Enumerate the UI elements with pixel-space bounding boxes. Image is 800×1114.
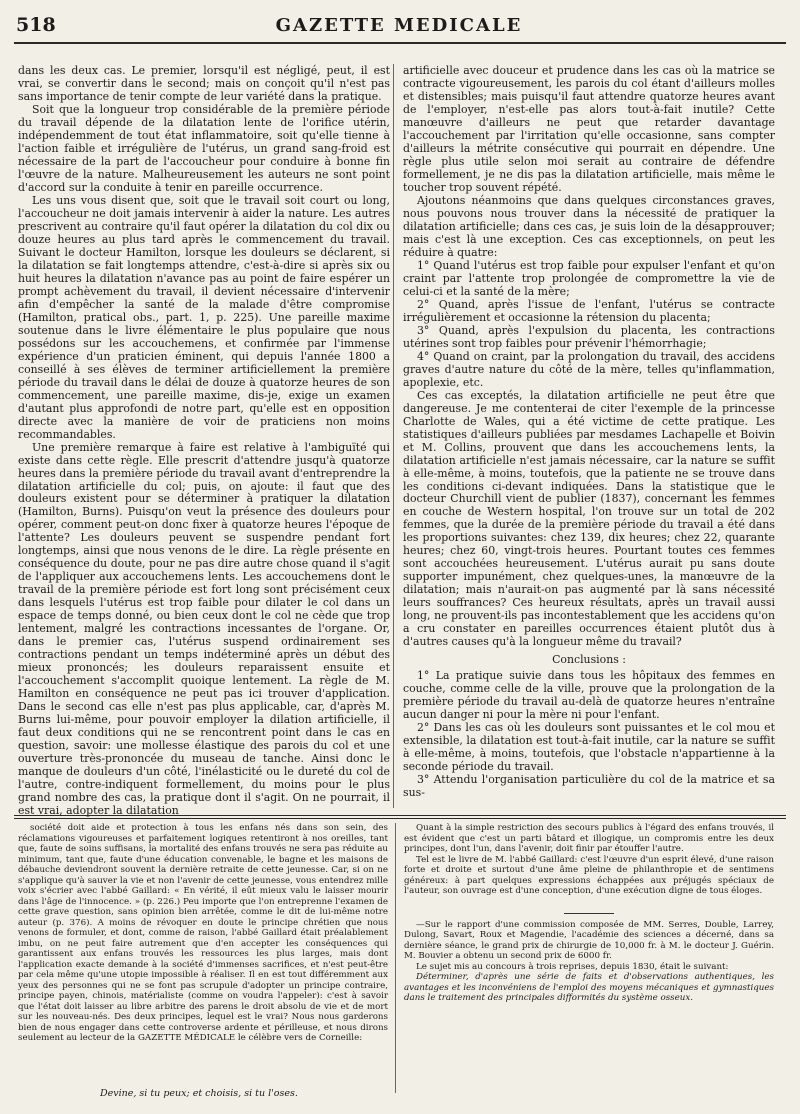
list-item: 4° Quand on craint, par la prolongation du travail, des accidens graves d'autre nature du côté de la mère, telles qu'inflammation, apoplexie, etc. <box>403 349 775 389</box>
list-item: 1° Quand l'utérus est trop faible pour expulser l'enfant et qu'on craint par l'attente trop prolongée de compromettre la vie de celui-ci et la santé de la mère; <box>403 258 775 298</box>
corneille-verse: Devine, si tu peux; et choisis, si tu l'oses. <box>100 1088 298 1099</box>
conclusion-item: 3° Attendu l'organisation particulière du col de la matrice et sa sus- <box>403 773 775 800</box>
contest-subject-text: Déterminer, d'après une série de faits et d'observations authentiques, les avantages et les inconvéniens de l'emploi des moyens mécaniques et gymnastiques dans le traitement des principales difformités du système osseux. <box>404 972 774 1003</box>
journal-title: GAZETTE MEDICALE <box>275 15 523 36</box>
conclusion-item: 1° La pratique suivie dans tous les hôpitaux des femmes en couche, comme celle de la ville, prouve que la prolongation de la première période du travail au-delà de quatorze heures n'entraîne aucun danger ni pour la mère ni pour l'enfant. <box>403 669 775 722</box>
section-separator <box>564 913 614 914</box>
paragraph: Ces cas exceptés, la dilatation artificielle ne peut être que dangereuse. Je me contenterai de citer l'exemple de la princesse Charlotte de Wales, qui a été victime de cette pratique. Les statistiques d'ailleurs publiées par mesdames Lachapelle et Boivin et M. Collins, prouvent que dans les accouchemens lents, la dilatation artificielle n'est jamais nécessaire, car la nature se suffit à elle-même, à moins, toutefois, que la patiente ne se trouve dans les conditions ci-devant indiquées. Dans la statistique que le docteur Churchill vient de publier (1837), concernant les femmes en couche de Western hospital, l'on trouve sur un total de 202 femmes, que la durée de la première période du travail a été dans les proportions suivantes: chez 139, dix heures; chez 22, quarante heures; chez 60, vingt-trois heures. Pourtant toutes ces femmes sont accouchées heureusement. L'utérus aurait pu sans doute supporter impunément, chez quelques-unes, la manœuvre de la dilatation; mais n'aurait-on pas augmenté par là sans nécessité leurs souffrances? Ces heureux résultats, après un travail aussi long, ne prouvent-ils pas incontestablement que les accidens qu'on a cru constater en pareilles occurrences étaient plutôt dus à d'autres causes qu'à la longueur même du travail? <box>403 388 775 649</box>
page-header <box>16 14 782 40</box>
paragraph: artificielle avec douceur et prudence dans les cas où la matrice se contracte vigoureusement, les parois du col étant d'ailleurs molles et distensibles; mais puisqu'il faut attendre quatorze heures avant de l'employer, n'est-elle pas alors tout-à-fait inutile? Cette manœuvre d'ailleurs ne peut que retarder davantage l'accouchement par l'irritation qu'elle occasionne, sans compter d'ailleurs la métrite consécutive qui pourrait en dépendre. Une règle plus utile selon moi serait au contraire de défendre formellement, je ne dis pas la dilatation artificielle, mais même le toucher trop souvent répété. <box>403 64 775 194</box>
feuilleton-right-column <box>404 823 774 1073</box>
paragraph: société doit aide et protection à tous les enfans nés dans son sein, des réclamations vigoureuses et parfaitement logiques retentiront à nos oreilles, tant que, faute de soins suffisans, la mortalité des enfans trouvés ne sera pas réduite au minimum, tant que, faute d'une éducation convenable, le bagne et les maisons de débauche deviendront souvent la dernière retraite de cette jeunesse. Car, si on ne s'applique qu'à sauver la vie et non l'avenir de cette jeunesse, vous entendrez mille voix s'écrier avec l'abbé Gaillard: « En vérité, il eût mieux valu le laisser mourir dans l'âge de l'innocence. » (p. 226.) Peu importe que l'on entreprenne l'examen de cette grave question, sans opinion bien arrêtée, comme le dit de lui-même notre auteur (p. 376). A moins de révoquer en doute le principe chrétien que nous venons de formuler, et dont, comme de raison, l'abbé Gaillard était préalablement imbu, on ne peut faire autrement que d'en accepter les conséquences qui garantissent aux enfans trouvés les ressources les plus larges, mais dont l'application exacte demande à la société d'immenses sacrifices, et n'est peut-être par cela même qu'une utopie impossible à réaliser. Il en est tout différemment aux yeux des personnes qui ne se font pas scrupule d'adopter un principe contraire, principe payen, chinois, matérialiste (comme on voudra l'appeler): c'est à savoir que l'état doit laisser au libre arbitre des parens le droit absolu de vie et de mort sur les nouveau-nés. Des deux principes, lequel est le vrai? Nous nous garderons bien de nous engager dans cette controverse ardente et périlleuse, et nous dirons seulement au lecteur de la GAZETTE MÉDICALE le célèbre vers de Corneille: <box>18 823 388 1043</box>
paragraph: Soit que la longueur trop considérable de la première période du travail dépende de la dilatation lente de l'orifice utérin, indépendemment de tout état inflammatoire, soit qu'elle tienne à l'action faible et irrégulière de l'utérus, un grand sang-froid est nécessaire de la part de l'accoucheur pour conduire à bonne fin l'œuvre de la nature. Malheureusement les auteurs ne sont point d'accord sur la conduite à tenir en pareille occurrence. <box>18 102 390 194</box>
paragraph: Quant à la simple restriction des secours publics à l'égard des enfans trouvés, il est évident que c'est un parti bâtard et illogique, un compromis entre les deux principes, dont l'un, dans l'avenir, doit finir par étouffer l'autre. <box>404 823 774 854</box>
feuilleton-rule-thin <box>14 818 786 819</box>
news-item: —Sur le rapport d'une commission composée de MM. Serres, Double, Larrey, Dulong, Savart, Roux et Magendie, l'académie des sciences a décerné, dans sa dernière séance, le grand prix de chirurgie de 10,000 fr. à M. le docteur J. Guérin. M. Bouvier a obtenu un second prix de 6000 fr. <box>404 919 774 961</box>
feuilleton-rule <box>14 815 786 816</box>
paragraph: Ajoutons néanmoins que dans quelques circonstances graves, nous pouvons nous trouver dans la nécessité de pratiquer la dilatation artificielle; dans ces cas, je suis loin de la désapprouver; mais c'est là une exception. Ces cas exceptionnels, on peut les réduire à quatre: <box>403 193 775 259</box>
conclusions-heading: Conclusions : <box>552 653 626 667</box>
news-item: Le sujet mis au concours à trois reprises, depuis 1830, était le suivant: <box>416 961 729 972</box>
right-column <box>403 64 775 809</box>
header-rule <box>14 42 786 44</box>
feuilleton-left-column <box>18 823 388 1073</box>
paragraph: Tel est le livre de M. l'abbé Gaillard: c'est l'œuvre d'un esprit élevé, d'une raison forte et droite et surtout d'une âme pleine de philanthropie et de sentimens généreux: à part quelques expressions échappées aux préjugés spéciaux de l'auteur, son ouvrage est d'une conception, d'une exécution digne de tous éloges. <box>404 854 774 896</box>
column-divider <box>393 64 394 808</box>
list-item: 2° Quand, après l'issue de l'enfant, l'utérus se contracte irrégulièrement et occasionne la rétension du placenta; <box>403 297 775 324</box>
paragraph: dans les deux cas. Le premier, lorsqu'il est négligé, peut, il est vrai, se convertir dans le second; mais on conçoit qu'il n'est pas sans importance de tenir compte de leur variété dans la pratique. <box>18 64 390 103</box>
conclusion-item: 2° Dans les cas où les douleurs sont puissantes et le col mou et extensible, la dilatation est tout-à-fait inutile, car la nature se suffit à elle-même, à moins, toutefois, que l'obstacle n'appartienne à la seconde période du travail. <box>403 721 775 774</box>
contest-subject <box>404 972 774 1004</box>
feuilleton-divider <box>395 823 396 1093</box>
list-item: 3° Quand, après l'expulsion du placenta, les contractions utérines sont trop faibles pour prévenir l'hémorrhagie; <box>403 323 775 350</box>
page-number: 518 <box>16 14 56 36</box>
left-column <box>18 64 390 818</box>
paragraph: Les uns vous disent que, soit que le travail soit court ou long, l'accoucheur ne doit jamais intervenir à aider la nature. Les autres prescrivent au contraire qu'il faut opérer la dilatation du col dix ou douze heures au plus tard après le commencement du travail. Suivant le docteur Hamilton, lorsque les douleurs se déclarent, si la dilatation se fait longtemps attendre, c'est-à-dire si après six ou huit heures la dilatation n'avance pas au point de faire espérer un prompt achèvement du travail, il devient nécessaire d'intervenir afin d'empêcher la santé de la malade d'être compromise (Hamilton, pratical obs., part. 1, p. 225). Une pareille maxime soutenue dans le livre élémentaire le plus populaire que nous possédons sur les accouchemens, et confirmée par l'immense expérience d'un praticien éminent, qui depuis l'année 1800 a conseillé à ses élèves de terminer artificiellement la première période du travail dans le délai de douze à quatorze heures de son commencement, une pareille maxime, dis-je, exige un examen d'autant plus approfondi de notre part, qu'elle est en opposition directe avec la manière de voir de praticiens non moins recommandables. <box>18 193 390 441</box>
paragraph: Une première remarque à faire est relative à l'ambiguïté qui existe dans cette règle. Elle prescrit d'attendre jusqu'à quatorze heures dans la première période du travail avant d'entreprendre la dilatation artificielle du col; puis, on ajoute: il faut que des douleurs existent pour se déterminer à pratiquer la dilatation (Hamilton, Burns). Puisqu'on veut la présence des douleurs pour opérer, comment peut-on donc fixer à quatorze heures l'époque de l'attente? Les douleurs peuvent se suspendre pendant fort longtemps, ainsi que nous venons de le dire. La règle présente en conséquence du doute, pour ne pas dire autre chose quand il s'agit de l'appliquer aux accouchemens lents. Les accouchemens dont le travail de la première période est fort long sont précisément ceux dans lesquels l'utérus est trop faible pour dilater le col dans un espace de temps donné, ou bien ceux dont le col ne cède que trop lentement, malgré les contractions incessantes de l'organe. Or, dans le premier cas, l'utérus suspend ordinairement ses contractions pendant un temps indéterminé après un début des mieux prononcés; les douleurs reparaissent ensuite et l'accouchement s'accomplit quoique lentement. La règle de M. Hamilton en conséquence ne peut pas ici trouver d'application. Dans le second cas elle n'est pas plus applicable, car, d'après M. Burns lui-même, pour pouvoir employer la dilation artificielle, il faut deux conditions qui ne se rencontrent point dans le cas en question, savoir: une mollesse élastique des parois du col et une ouverture très-prononcée du museau de tanche. Ainsi donc le manque de douleurs d'un côté, l'inélasticité ou le dureté du col de l'autre, contre-indiquent formellement, du moins pour le plus grand nombre des cas, la pratique dont il s'agit. On ne pourrait, il est vrai, adopter la dilatation <box>18 440 390 818</box>
